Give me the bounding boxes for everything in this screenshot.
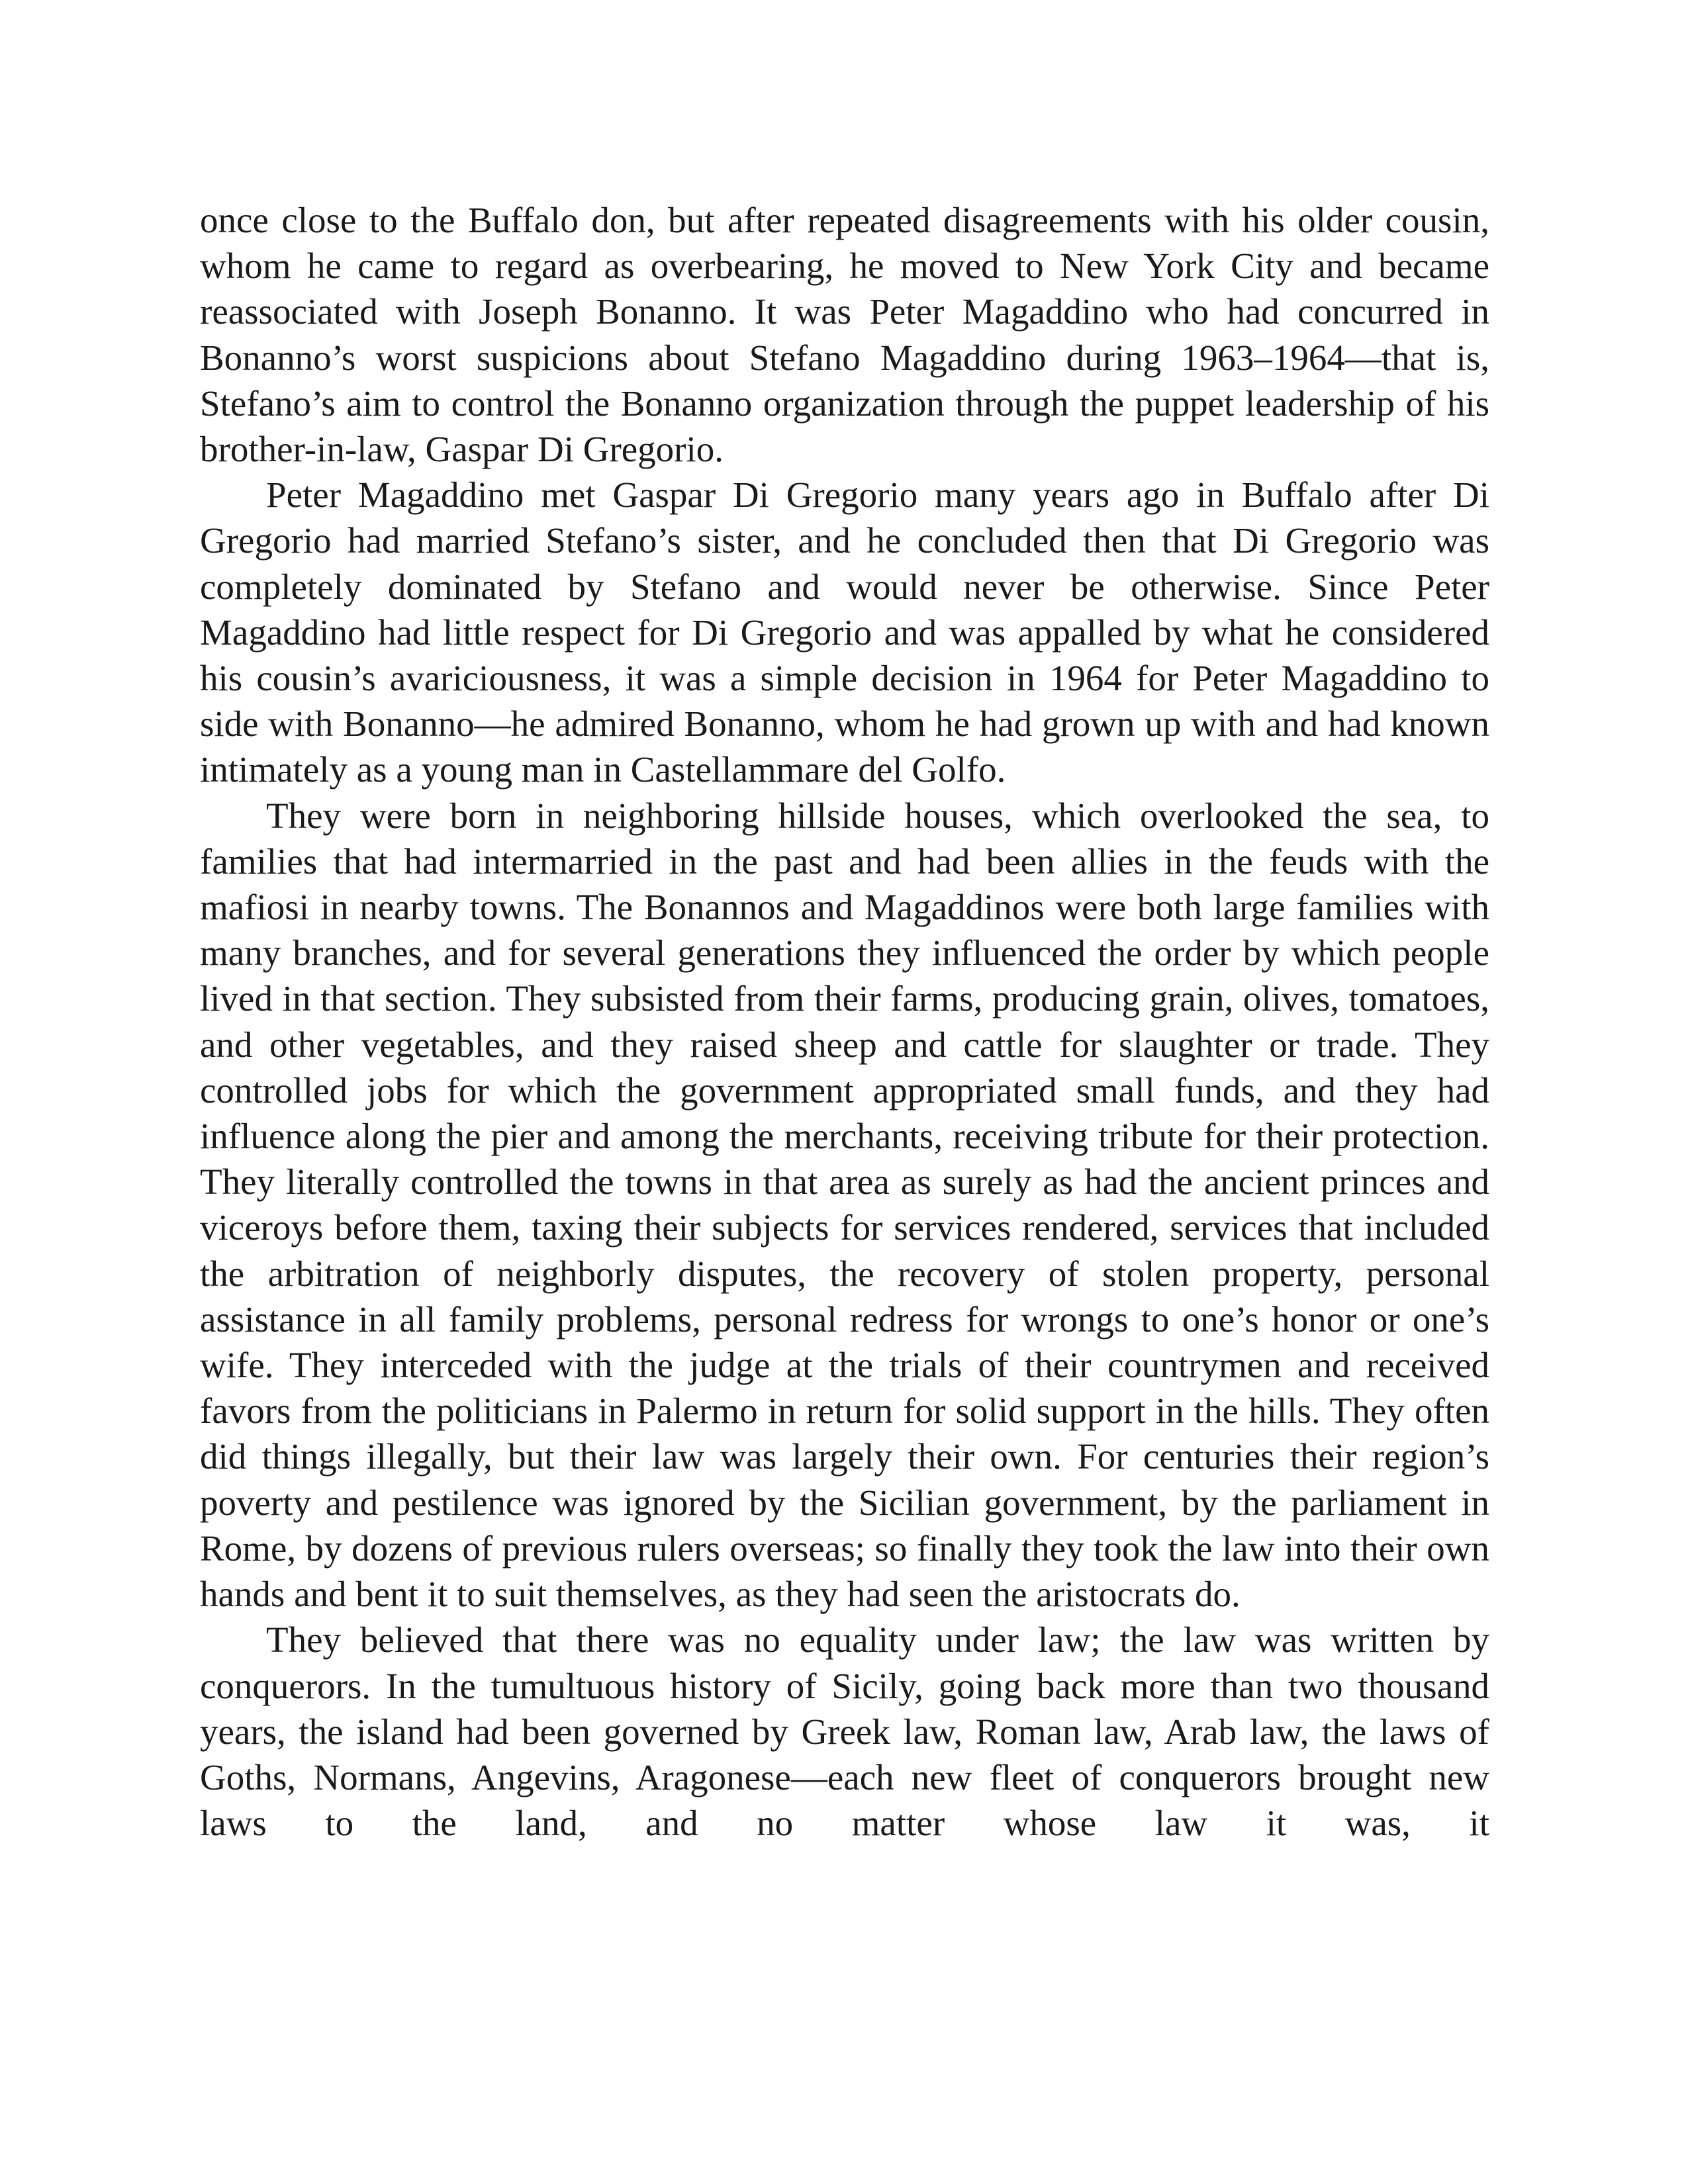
- paragraph-1: once close to the Buffalo don, but after repeated disagreements with his older cousin, whom he came to regard as overbearing, he moved to New York City and became reassociated with Joseph Bonanno. It was Peter Magaddino who had concurred in Bonanno’s worst suspicions about Stefano Magaddino during 1963–1964—that is, Stefano’s aim to control the Bonanno organization through the puppet leadership of his brother-in-law, Gaspar Di Gregorio.: [200, 200, 1489, 470]
- paragraph-3: They were born in neighboring hillside houses, which overlooked the sea, to families that had intermarried in the past and had been allies in the feuds with the mafiosi in nearby towns. The Bonannos and Magaddinos were both large families with many branches, and for several generations they influenced the order by which people lived in that section. They subsisted from their farms, producing grain, olives, tomatoes, and other vegetables, and they raised sheep and cattle for slaughter or trade. They controlled jobs for which the government appropriated small funds, and they had influence along the pier and among the merchants, receiving tribute for their protection. They literally controlled the towns in that area as surely as had the ancient princes and viceroys before them, taxing their subjects for services rendered, services that included the arbitration of neighborly disputes, the recovery of stolen property, personal assistance in all family problems, personal redress for wrongs to one’s honor or one’s wife. They interceded with the judge at the trials of their countrymen and received favors from the politicians in Palermo in return for solid support in the hills. They often did things illegally, but their law was largely their own. For centuries their region’s poverty and pestilence was ignored by the Sicilian government, by the parliament in Rome, by dozens of previous rulers overseas; so finally they took the law into their own hands and bent it to suit themselves, as they had seen the aristocrats do.: [200, 795, 1489, 1615]
- paragraph-4: They believed that there was no equality under law; the law was written by conquerors. In the tumultuous history of Sicily, going back more than two thousand years, the island had been governed by Greek law, Roman law, Arab law, the laws of Goths, Normans, Angevins, Aragonese—each new fleet of conquerors brought new laws to the land, and no matter whose law it was, it: [200, 1619, 1489, 1844]
- body-text: [200, 197, 1489, 1846]
- paragraph-2: Peter Magaddino met Gaspar Di Gregorio many years ago in Buffalo after Di Gregorio had married Stefano’s sister, and he concluded then that Di Gregorio was completely dominated by Stefano and would never be otherwise. Since Peter Magaddino had little respect for Di Gregorio and was appalled by what he considered his cousin’s avariciousness, it was a simple decision in 1964 for Peter Magaddino to side with Bonanno—he admired Bonanno, whom he had grown up with and had known intimately as a young man in Castellammare del Golfo.: [200, 475, 1489, 790]
